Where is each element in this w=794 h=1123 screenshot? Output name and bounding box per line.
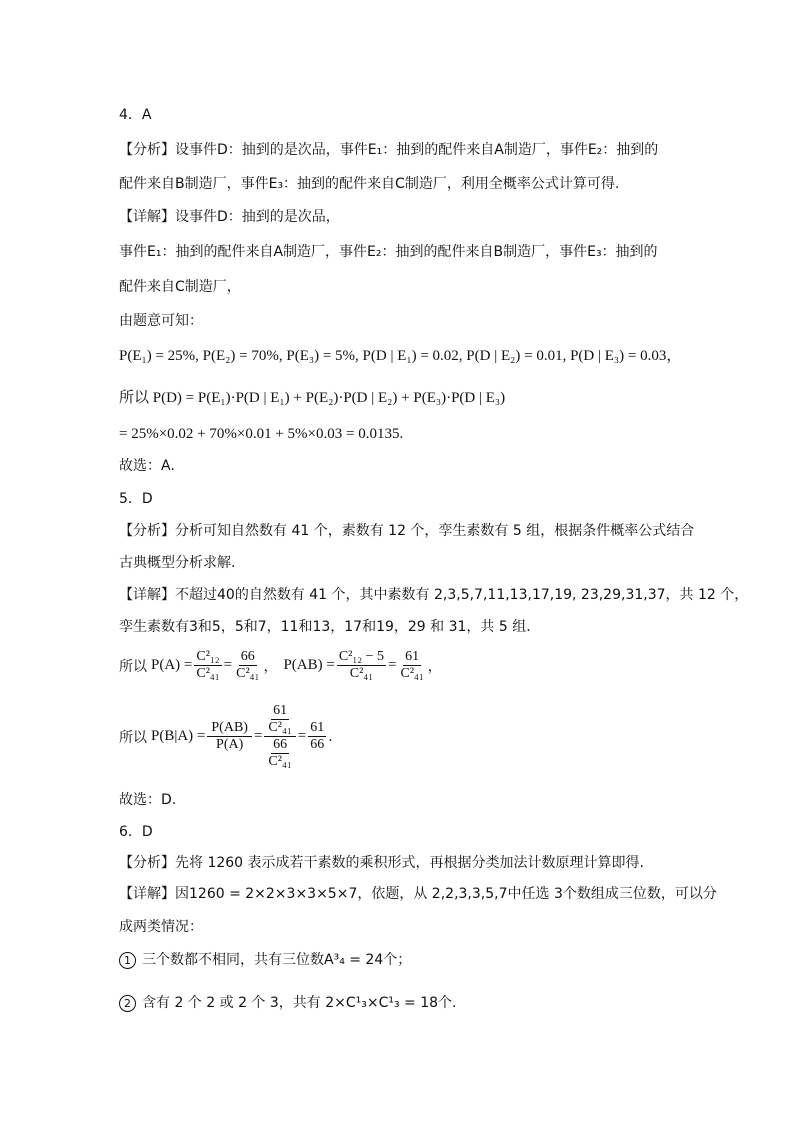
- analysis-label: 【分析】: [119, 523, 175, 539]
- q4-formula-result: = 25%×0.02 + 70%×0.01 + 5%×0.03 = 0.0135.: [119, 426, 404, 442]
- q4-formula-total-probability: 所以 P(D) = P(E₁)·P(D | E₁) + P(E₂)·P(D | E₂) + P(E₃)·P(D | E₃): [119, 390, 506, 406]
- q6-case2: 2 含有 2 个 2 或 2 个 3，共有 2×C¹₃×C¹₃ = 18个.: [119, 993, 457, 1013]
- fraction: $\frac{61}{\text{C²₄₁}}$: [400, 649, 424, 681]
- q6-case1: 1 三个数都不相同，共有三位数A³₄ = 24个；: [119, 950, 411, 970]
- fraction: $\frac{\text{C²₁₂ − 5}}{\text{C²₄₁}}$: [338, 649, 385, 681]
- q5-analysis-line2: 古典概型分析求解.: [119, 555, 236, 571]
- detail-label: 【详解】: [119, 209, 175, 225]
- q5-analysis-line1: 【分析】分析可知自然数有 41 个，素数有 12 个，孪生素数有 5 组，根据条件概率公式结合: [119, 523, 695, 539]
- detail-label: 【详解】: [119, 587, 175, 603]
- q4-answer: 故选：A.: [119, 458, 175, 474]
- circled-number-1: 1: [119, 952, 136, 969]
- q5-formula-pa-pab: 所以 P(A) = $\frac{\text{C²₁₂}}{\text{C²₄₁}}$ = $\frac{66}{\text{C²₄₁}}$ ， P(AB) = $\frac{\text{C²₁₂ − 5}}{\text{C²₄₁}}$ = $\frac{61}{\text{C²₄₁}}$ ，: [119, 649, 442, 681]
- q6-detail-line2: 成两类情况：: [119, 919, 203, 935]
- q4-detail-line3: 配件来自C制造厂，: [119, 279, 241, 295]
- q5-detail-line1: 【详解】不超过40的自然数有 41 个，其中素数有 2,3,5,7,11,13,17,19, 23,29,31,37，共 12 个，: [119, 587, 749, 603]
- q4-analysis-line1: 【分析】设事件D：抽到的是次品，事件E₁：抽到的配件来自A制造厂，事件E₂：抽到的: [119, 142, 659, 158]
- fraction: $\frac{66}{\text{C²₄₁}}$: [236, 649, 260, 681]
- q4-detail-line1: 【详解】设事件D：抽到的是次品，: [119, 209, 340, 225]
- analysis-label: 【分析】: [119, 142, 175, 158]
- q6-detail-line1: 【详解】因1260 = 2×2×3×3×5×7，依题，从 2,2,3,3,5,7中任选 3个数组成三位数，可以分: [119, 886, 717, 902]
- q6-analysis-line1: 【分析】先将 1260 表示成若干素数的乘积形式，再根据分类加法计数原理计算即得.: [119, 855, 644, 871]
- compound-fraction: $\frac{\frac{61}{\text{C²₄₁}}}{\frac{66}{\text{C²₄₁}}}$: [264, 703, 295, 770]
- q4-heading: 4．A: [119, 107, 152, 123]
- circled-number-2: 2: [119, 995, 136, 1012]
- q4-detail-line4: 由题意可知：: [119, 313, 203, 329]
- q5-answer: 故选：D.: [119, 792, 177, 808]
- q5-formula-conditional: 所以 P(B|A) = $\frac{P(AB)}{P(A)}$ = $\frac{\frac{61}{\text{C²₄₁}}}{\frac{66}{\text{C²₄₁}}}$ = $\frac{61}{66}$ .: [119, 703, 333, 769]
- analysis-label: 【分析】: [119, 855, 175, 871]
- q5-detail-line2: 孪生素数有3和5，5和7，11和13，17和19，29 和 31，共 5 组.: [119, 619, 531, 635]
- fraction: $\frac{P(AB)}{P(A)}$: [207, 720, 252, 753]
- q5-heading: 5．D: [119, 491, 153, 507]
- q6-heading: 6．D: [119, 824, 153, 840]
- q4-analysis-line2: 配件来自B制造厂，事件E₃：抽到的配件来自C制造厂，利用全概率公式计算可得.: [119, 176, 620, 192]
- detail-label: 【详解】: [119, 886, 175, 902]
- q4-detail-line2: 事件E₁：抽到的配件来自A制造厂，事件E₂：抽到的配件来自B制造厂，事件E₃：抽到的: [119, 244, 658, 260]
- fraction: $\frac{61}{66}$: [310, 720, 325, 752]
- q4-formula-probabilities: P(E₁) = 25%, P(E₂) = 70%, P(E₃) = 5%, P(D | E₁) = 0.02, P(D | E₂) = 0.01, P(D | E₃) = 0.03，: [119, 348, 682, 364]
- fraction: $\frac{\text{C²₁₂}}{\text{C²₄₁}}$: [196, 649, 220, 681]
